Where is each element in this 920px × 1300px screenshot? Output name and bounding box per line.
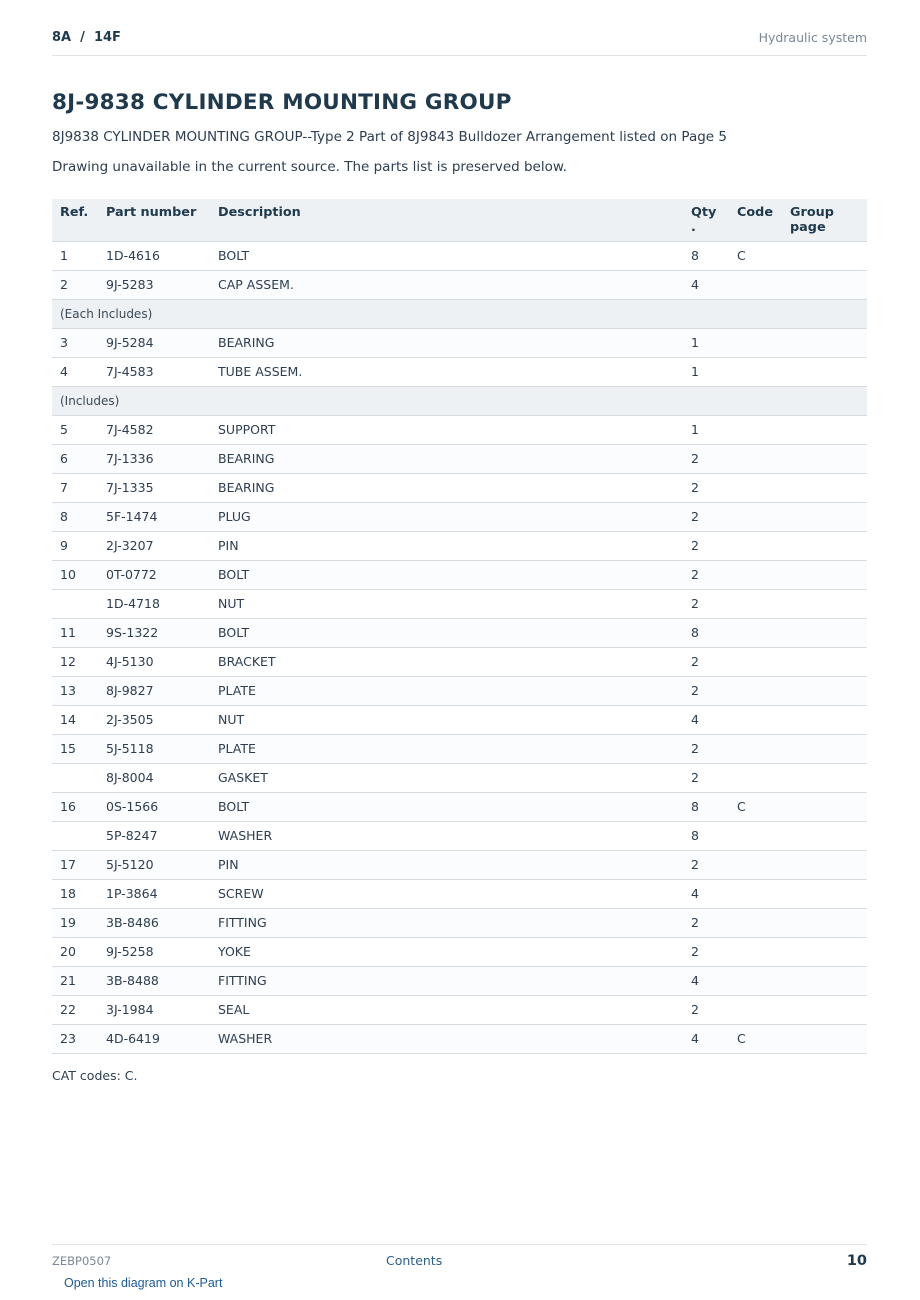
table-row (52, 879, 867, 908)
ref-cell (52, 589, 98, 618)
group-page-cell (782, 792, 867, 821)
ref-cell: 11 (52, 618, 98, 647)
description-cell: BRACKET (210, 647, 683, 676)
code-cell (729, 966, 782, 995)
group-page-cell (782, 560, 867, 589)
part-number-cell: 9J-5283 (98, 270, 210, 299)
description-cell: NUT (210, 705, 683, 734)
group-page-cell (782, 937, 867, 966)
part-number-cell: 8J-9827 (98, 676, 210, 705)
description-cell: FITTING (210, 966, 683, 995)
group-page-cell (782, 502, 867, 531)
table-row (52, 792, 867, 821)
table-row (52, 560, 867, 589)
code-cell (729, 908, 782, 937)
parts-table-body (52, 241, 867, 1053)
description-cell: PIN (210, 850, 683, 879)
ref-cell: 1 (52, 241, 98, 270)
ref-cell: 3 (52, 328, 98, 357)
table-row (52, 937, 867, 966)
part-number-cell: 4J-5130 (98, 647, 210, 676)
page-footer (52, 1244, 867, 1275)
group-page-cell (782, 1024, 867, 1053)
qty-cell: 8 (683, 792, 729, 821)
col-part-number: Part number (98, 199, 210, 241)
qty-cell: 4 (683, 270, 729, 299)
code-cell (729, 415, 782, 444)
part-number-cell: 1P-3864 (98, 879, 210, 908)
part-number-cell: 9S-1322 (98, 618, 210, 647)
kpart-link[interactable]: Open this diagram on K-Part (64, 1276, 223, 1290)
qty-cell: 2 (683, 995, 729, 1024)
description-cell: FITTING (210, 908, 683, 937)
cat-codes: CAT codes: C. (52, 1068, 138, 1083)
group-page-cell (782, 734, 867, 763)
description-cell: SUPPORT (210, 415, 683, 444)
qty-cell: 2 (683, 647, 729, 676)
part-number-cell: 2J-3505 (98, 705, 210, 734)
qty-cell: 1 (683, 328, 729, 357)
group-page-cell (782, 879, 867, 908)
qty-cell: 2 (683, 560, 729, 589)
group-page-cell (782, 647, 867, 676)
table-row (52, 647, 867, 676)
part-number-cell: 9J-5258 (98, 937, 210, 966)
ref-cell: 6 (52, 444, 98, 473)
breadcrumb: 8A / 14F (52, 30, 121, 45)
code-cell (729, 531, 782, 560)
ref-cell: 8 (52, 502, 98, 531)
code-cell: C (729, 241, 782, 270)
document-id: ZEBP0507 (52, 1254, 112, 1268)
table-row (52, 241, 867, 270)
contents-link[interactable]: Contents (386, 1253, 443, 1268)
description-cell: TUBE ASSEM. (210, 357, 683, 386)
table-row (52, 357, 867, 386)
code-cell (729, 357, 782, 386)
table-row (52, 966, 867, 995)
table-row (52, 531, 867, 560)
group-page-cell (782, 589, 867, 618)
qty-cell: 2 (683, 444, 729, 473)
code-cell (729, 618, 782, 647)
ref-cell (52, 763, 98, 792)
table-header-row (52, 199, 867, 241)
table-row (52, 415, 867, 444)
part-number-cell: 0T-0772 (98, 560, 210, 589)
qty-cell: 4 (683, 879, 729, 908)
group-page-cell (782, 473, 867, 502)
ref-cell: 10 (52, 560, 98, 589)
part-number-cell: 1D-4718 (98, 589, 210, 618)
table-row (52, 1024, 867, 1053)
description-cell: CAP ASSEM. (210, 270, 683, 299)
table-row (52, 444, 867, 473)
table-subheading-row (52, 386, 867, 415)
qty-cell: 2 (683, 676, 729, 705)
ref-cell: 2 (52, 270, 98, 299)
part-number-cell: 1D-4616 (98, 241, 210, 270)
part-number-cell: 2J-3207 (98, 531, 210, 560)
table-row (52, 995, 867, 1024)
table-row (52, 589, 867, 618)
code-cell: C (729, 792, 782, 821)
qty-cell: 2 (683, 531, 729, 560)
part-number-cell: 7J-1335 (98, 473, 210, 502)
description-cell: PLATE (210, 676, 683, 705)
code-cell (729, 676, 782, 705)
code-cell (729, 270, 782, 299)
ref-cell: 4 (52, 357, 98, 386)
drawing-note: Drawing unavailable in the current source. The parts list is preserved below. (52, 159, 567, 175)
table-subheading-row (52, 299, 867, 328)
page-number: 10 (846, 1253, 867, 1269)
qty-cell: 1 (683, 357, 729, 386)
table-row (52, 850, 867, 879)
code-cell (729, 995, 782, 1024)
part-number-cell: 5P-8247 (98, 821, 210, 850)
description-cell: BEARING (210, 473, 683, 502)
code-cell (729, 705, 782, 734)
ref-cell: 17 (52, 850, 98, 879)
qty-cell: 8 (683, 821, 729, 850)
qty-cell: 2 (683, 937, 729, 966)
table-row (52, 734, 867, 763)
qty-cell: 2 (683, 734, 729, 763)
description-cell: BEARING (210, 444, 683, 473)
qty-cell: 2 (683, 502, 729, 531)
code-cell (729, 821, 782, 850)
group-page-cell (782, 763, 867, 792)
ref-cell: 14 (52, 705, 98, 734)
description-cell: BOLT (210, 792, 683, 821)
description-cell: YOKE (210, 937, 683, 966)
group-page-cell (782, 995, 867, 1024)
description-cell: WASHER (210, 821, 683, 850)
ref-cell: 23 (52, 1024, 98, 1053)
group-page-cell (782, 676, 867, 705)
group-page-cell (782, 270, 867, 299)
ref-cell: 7 (52, 473, 98, 502)
part-number-cell: 7J-1336 (98, 444, 210, 473)
group-page-cell (782, 908, 867, 937)
subheading-cell: (Each Includes) (52, 299, 867, 328)
description-cell: NUT (210, 589, 683, 618)
ref-cell: 5 (52, 415, 98, 444)
code-cell (729, 763, 782, 792)
ref-cell: 18 (52, 879, 98, 908)
group-page-cell (782, 415, 867, 444)
description-cell: BOLT (210, 618, 683, 647)
col-description: Description (210, 199, 683, 241)
ref-cell: 22 (52, 995, 98, 1024)
ref-cell: 13 (52, 676, 98, 705)
qty-cell: 8 (683, 241, 729, 270)
ref-cell: 12 (52, 647, 98, 676)
col-ref: Ref. (52, 199, 98, 241)
description-cell: BOLT (210, 241, 683, 270)
code-cell (729, 647, 782, 676)
ref-cell: 20 (52, 937, 98, 966)
part-number-cell: 5J-5120 (98, 850, 210, 879)
description-cell: BEARING (210, 328, 683, 357)
group-page-cell (782, 850, 867, 879)
qty-cell: 4 (683, 966, 729, 995)
code-cell (729, 473, 782, 502)
ref-cell: 15 (52, 734, 98, 763)
parts-table (52, 199, 867, 1054)
part-number-cell: 5F-1474 (98, 502, 210, 531)
part-number-cell: 8J-8004 (98, 763, 210, 792)
code-cell (729, 589, 782, 618)
table-row (52, 908, 867, 937)
code-cell (729, 937, 782, 966)
page-header (52, 28, 867, 56)
col-code: Code (729, 199, 782, 241)
table-row (52, 328, 867, 357)
group-page-cell (782, 531, 867, 560)
part-number-cell: 5J-5118 (98, 734, 210, 763)
table-row (52, 270, 867, 299)
table-row (52, 676, 867, 705)
part-number-cell: 3B-8488 (98, 966, 210, 995)
description-cell: PLUG (210, 502, 683, 531)
description-cell: SCREW (210, 879, 683, 908)
code-cell (729, 734, 782, 763)
code-cell (729, 328, 782, 357)
qty-cell: 2 (683, 473, 729, 502)
part-number-cell: 9J-5284 (98, 328, 210, 357)
qty-cell: 2 (683, 850, 729, 879)
qty-cell: 8 (683, 618, 729, 647)
code-cell (729, 879, 782, 908)
page-title: 8J-9838 CYLINDER MOUNTING GROUP (52, 90, 512, 115)
qty-cell: 4 (683, 1024, 729, 1053)
ref-cell: 9 (52, 531, 98, 560)
group-page-cell (782, 444, 867, 473)
qty-cell: 1 (683, 415, 729, 444)
section-name: Hydraulic system (758, 30, 867, 45)
part-number-cell: 7J-4583 (98, 357, 210, 386)
table-row (52, 502, 867, 531)
description-cell: BOLT (210, 560, 683, 589)
group-page-cell (782, 357, 867, 386)
part-number-cell: 4D-6419 (98, 1024, 210, 1053)
description-cell: GASKET (210, 763, 683, 792)
group-page-cell (782, 328, 867, 357)
ref-cell: 21 (52, 966, 98, 995)
qty-cell: 2 (683, 589, 729, 618)
group-page-cell (782, 705, 867, 734)
group-page-cell (782, 618, 867, 647)
subheading-cell: (Includes) (52, 386, 867, 415)
description-cell: PIN (210, 531, 683, 560)
group-page-cell (782, 821, 867, 850)
table-row (52, 618, 867, 647)
group-subtitle: 8J9838 CYLINDER MOUNTING GROUP--Type 2 Part of 8J9843 Bulldozer Arrangement listed on Page 5 (52, 129, 727, 145)
part-number-cell: 0S-1566 (98, 792, 210, 821)
col-group-page: Group page (782, 199, 867, 241)
code-cell: C (729, 1024, 782, 1053)
description-cell: PLATE (210, 734, 683, 763)
group-page-cell (782, 241, 867, 270)
code-cell (729, 502, 782, 531)
ref-cell (52, 821, 98, 850)
ref-cell: 19 (52, 908, 98, 937)
table-row (52, 763, 867, 792)
code-cell (729, 444, 782, 473)
code-cell (729, 850, 782, 879)
table-row (52, 821, 867, 850)
qty-cell: 2 (683, 763, 729, 792)
description-cell: SEAL (210, 995, 683, 1024)
table-row (52, 473, 867, 502)
description-cell: WASHER (210, 1024, 683, 1053)
table-row (52, 705, 867, 734)
qty-cell: 4 (683, 705, 729, 734)
code-cell (729, 560, 782, 589)
qty-cell: 2 (683, 908, 729, 937)
ref-cell: 16 (52, 792, 98, 821)
part-number-cell: 7J-4582 (98, 415, 210, 444)
part-number-cell: 3J-1984 (98, 995, 210, 1024)
col-qty: Qty . (683, 199, 729, 241)
part-number-cell: 3B-8486 (98, 908, 210, 937)
group-page-cell (782, 966, 867, 995)
